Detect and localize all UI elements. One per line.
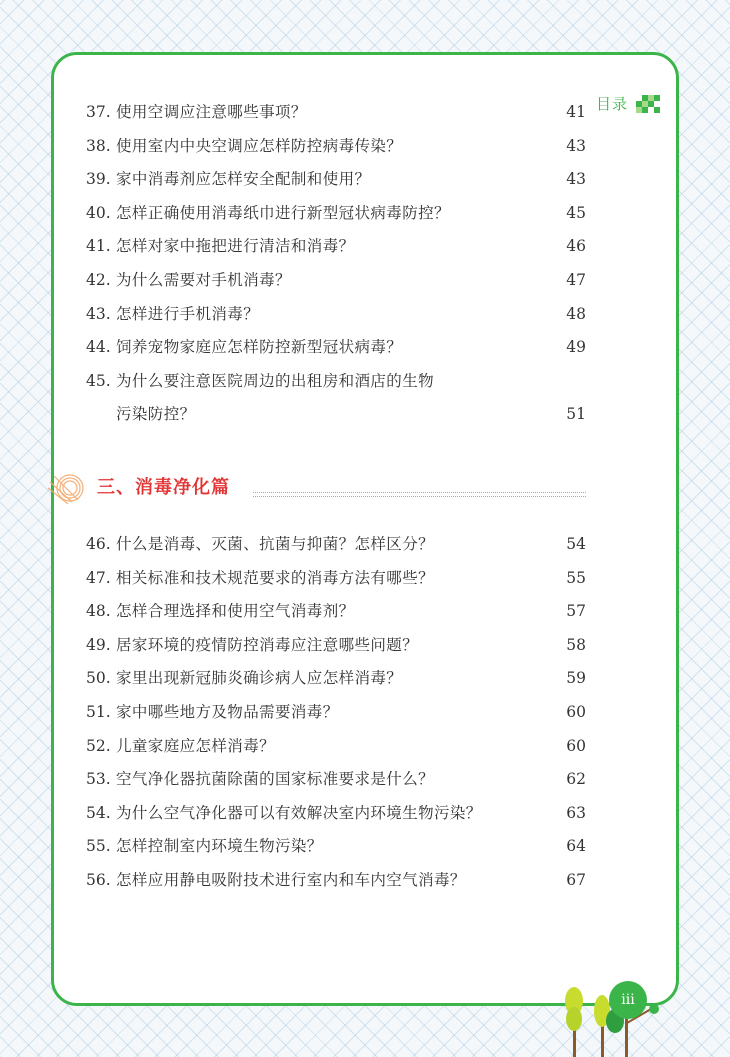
toc-entry[interactable] xyxy=(86,662,586,696)
entry-page: 63 xyxy=(566,803,586,822)
toc-entry[interactable] xyxy=(86,730,586,764)
toc-entry[interactable] xyxy=(86,163,586,197)
toc-header-title: 目录 xyxy=(595,95,628,113)
entry-number: 48. xyxy=(86,602,111,621)
toc-entry[interactable] xyxy=(86,331,586,365)
entry-number: 50. xyxy=(86,669,111,688)
entry-number: 42. xyxy=(86,270,111,289)
entry-number: 37. xyxy=(86,103,111,121)
entry-page: 62 xyxy=(566,770,586,789)
section-decoration-icon xyxy=(46,472,88,504)
entry-page: 64 xyxy=(566,837,586,856)
toc-entry[interactable] xyxy=(86,763,586,797)
entry-number: 44. xyxy=(86,338,111,357)
entry-page: 54 xyxy=(566,535,586,553)
entry-page: 57 xyxy=(566,602,586,621)
entry-title: 儿童家庭应怎样消毒？ xyxy=(116,736,276,755)
entry-title: 为什么空气净化器可以有效解决室内环境生物污染？ xyxy=(116,803,482,822)
entry-title: 家中消毒剂应怎样安全配制和使用？ xyxy=(116,170,371,189)
entry-number: 41. xyxy=(86,237,111,256)
toc-entry[interactable] xyxy=(86,365,586,399)
entry-title: 相关标准和技术规范要求的消毒方法有哪些？ xyxy=(116,568,435,587)
toc-entry[interactable] xyxy=(86,528,586,562)
entry-title: 使用室内中央空调应怎样防控病毒传染？ xyxy=(116,136,403,155)
entry-title: 家中哪些地方及物品需要消毒？ xyxy=(116,702,339,721)
toc-entry[interactable] xyxy=(86,864,586,898)
entry-page: 43 xyxy=(566,170,586,189)
toc-list-part-b xyxy=(86,528,586,898)
entry-page: 46 xyxy=(566,237,586,256)
entry-title: 使用空调应注意哪些事项？ xyxy=(116,103,307,121)
section-title: 三、消毒净化篇 xyxy=(97,477,230,498)
entry-title: 居家环境的疫情防控消毒应注意哪些问题？ xyxy=(116,635,419,654)
entry-title: 饲养宠物家庭应怎样防控新型冠状病毒？ xyxy=(116,338,403,357)
section-divider xyxy=(253,492,586,497)
entry-page: 47 xyxy=(566,270,586,289)
entry-page: 59 xyxy=(566,669,586,688)
entry-title: 污染防控？ xyxy=(116,405,196,424)
entry-number: 49. xyxy=(86,635,111,654)
entry-page: 55 xyxy=(566,568,586,587)
entry-number: 53. xyxy=(86,770,111,789)
toc-entry[interactable] xyxy=(86,130,586,164)
entry-page: 49 xyxy=(566,338,586,357)
entry-title: 怎样应用静电吸附技术进行室内和车内空气消毒？ xyxy=(116,870,466,889)
entry-page: 48 xyxy=(566,304,586,323)
toc-list-part-a xyxy=(86,96,586,432)
entry-title: 为什么需要对手机消毒？ xyxy=(116,270,291,289)
toc-entry[interactable] xyxy=(86,264,586,298)
section-heading xyxy=(46,471,586,505)
entry-number: 54. xyxy=(86,803,111,822)
entry-title: 怎样进行手机消毒？ xyxy=(116,304,260,323)
entry-page: 58 xyxy=(566,635,586,654)
toc-entry[interactable] xyxy=(86,230,586,264)
entry-page: 60 xyxy=(566,702,586,721)
toc-entry[interactable] xyxy=(86,629,586,663)
entry-number: 56. xyxy=(86,870,111,889)
entry-number: 40. xyxy=(86,203,111,222)
entry-number: 52. xyxy=(86,736,111,755)
toc-entry[interactable] xyxy=(86,96,586,130)
toc-entry[interactable] xyxy=(86,562,586,596)
entry-number: 46. xyxy=(86,535,111,553)
toc-entry[interactable] xyxy=(86,197,586,231)
toc-entry[interactable] xyxy=(86,298,586,332)
header xyxy=(596,93,660,114)
entry-page: 43 xyxy=(566,136,586,155)
toc-entry[interactable] xyxy=(86,797,586,831)
entry-number: 55. xyxy=(86,837,111,856)
checker-decoration-icon xyxy=(636,95,660,113)
entry-page: 41 xyxy=(566,103,586,121)
toc-entry[interactable] xyxy=(86,830,586,864)
entry-title: 为什么要注意医院周边的出租房和酒店的生物 xyxy=(116,371,435,390)
entry-number: 45. xyxy=(86,371,111,390)
entry-title: 怎样正确使用消毒纸巾进行新型冠状病毒防控？ xyxy=(116,203,450,222)
entry-number: 39. xyxy=(86,170,111,189)
entry-number: 51. xyxy=(86,702,111,721)
entry-page: 60 xyxy=(566,736,586,755)
toc-entry-continuation[interactable] xyxy=(86,398,586,432)
entry-title: 怎样合理选择和使用空气消毒剂？ xyxy=(116,602,355,621)
entry-page: 51 xyxy=(566,405,586,424)
entry-page: 67 xyxy=(566,870,586,889)
entry-title: 空气净化器抗菌除菌的国家标准要求是什么？ xyxy=(116,770,435,789)
entry-title: 家里出现新冠肺炎确诊病人应怎样消毒？ xyxy=(116,669,403,688)
entry-number: 38. xyxy=(86,136,111,155)
toc-entry[interactable] xyxy=(86,595,586,629)
entry-page: 45 xyxy=(566,203,586,222)
entry-title: 怎样控制室内环境生物污染？ xyxy=(116,837,323,856)
entry-title: 怎样对家中拖把进行清洁和消毒？ xyxy=(116,237,355,256)
page-number-badge: iii xyxy=(609,981,647,1019)
entry-number: 47. xyxy=(86,568,111,587)
toc-entry[interactable] xyxy=(86,696,586,730)
entry-title: 什么是消毒、灭菌、抗菌与抑菌？怎样区分？ xyxy=(116,535,435,553)
entry-number: 43. xyxy=(86,304,111,323)
